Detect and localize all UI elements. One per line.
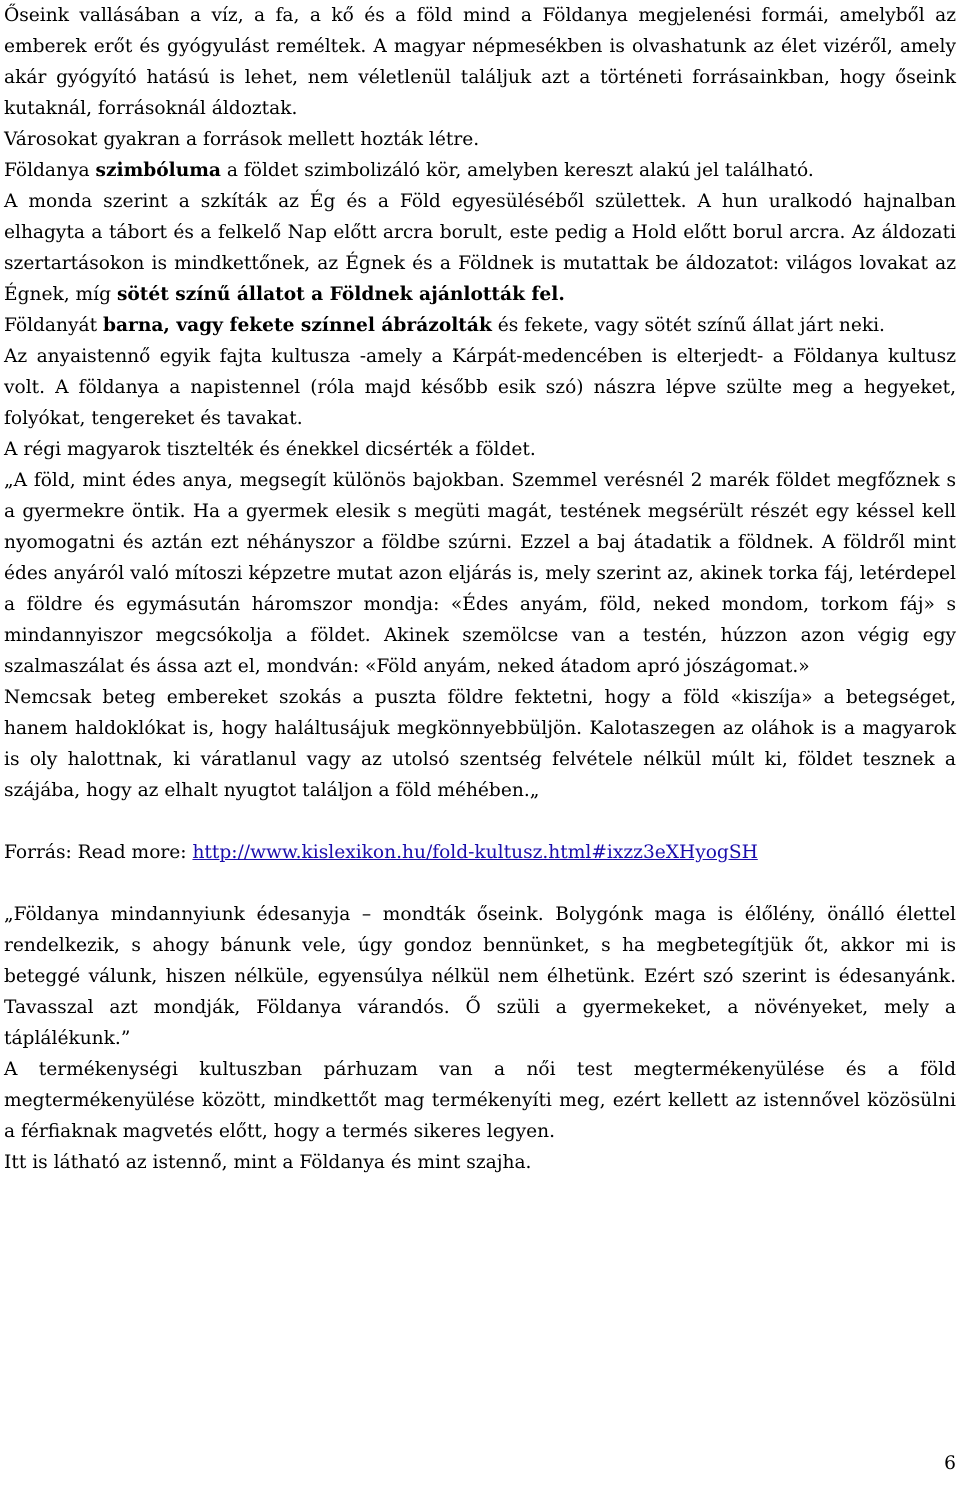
page-number: 6 xyxy=(944,1453,956,1474)
paragraph-text: Földanyát xyxy=(4,315,103,336)
document-page xyxy=(4,0,956,1178)
blank-line xyxy=(4,868,956,899)
paragraph-text: a földet szimbolizáló kör, amelyben kereszt alakú jel található. xyxy=(220,160,814,181)
paragraph-text: „A föld, mint édes anya, megsegít különös bajokban. Szemmel verésnél 2 marék földet megfőznek s a gyermekre öntik. Ha a gyermek elesik s megüti magát, testének megsérült részét egy késsel kell nyomogatni és aztán ezt néhányszor a földbe szúrni. Ezzel a baj átadatik a földnek. A földről mint édes anyáról való mítoszi képzetre mutat azon eljárás is, mely szerint az, akinek torka fáj, letérdepel a földre és egymásután háromszor mondja: «Édes anyám, föld, neked mondom, torkom fáj» s mindannyiszor megcsókolja a földet. Akinek szemölcse van a testén, húzzon azon végig egy szalmaszálat és ássa azt el, mondván: «Föld anyám, neked átadom apró jószágomat.» xyxy=(4,470,956,677)
bold-phrase: szimbóluma xyxy=(95,160,221,181)
paragraph-text: A monda szerint a szkíták az Ég és a Föld egyesüléséből születtek. A hun uralkodó hajnalban elhagyta a tábort és a felkelő Nap előtt arcra borult, este pedig a Hold előtt borul arcra. Az áldozati szertartásokon is mindkettőnek, az Égnek és a Földnek is mutattak be áldozatot: világos lovakat az Égnek, míg xyxy=(4,191,956,305)
paragraph-symbol xyxy=(4,155,956,186)
paragraph-text: A régi magyarok tisztelték és énekkel dicsérték a földet. xyxy=(4,439,536,460)
paragraph-sick-on-ground xyxy=(4,682,956,806)
paragraph-goddess-visible xyxy=(4,1147,956,1178)
source-label: Forrás: Read more: xyxy=(4,842,193,863)
paragraph-cities-springs xyxy=(4,124,956,155)
paragraph-old-hungarians xyxy=(4,434,956,465)
paragraph-fertility-cult xyxy=(4,1054,956,1147)
document-body xyxy=(4,0,956,1178)
bold-phrase: sötét színű állatot a Földnek ajánlották fel. xyxy=(116,284,565,305)
paragraph-mother-of-all xyxy=(4,899,956,1054)
paragraph-color-depiction xyxy=(4,310,956,341)
bold-phrase: barna, vagy fekete színnel ábrázolták xyxy=(102,315,492,336)
source-link[interactable]: http://www.kislexikon.hu/fold-kultusz.html#ixzz3eXHyogSH xyxy=(192,842,758,863)
paragraph-text: Az anyaistennő egyik fajta kultusza -amely a Kárpát-medencében is elterjedt- a Földanya kultusz volt. A földanya a napistennel (róla majd később esik szó) nászra lépve szülte meg a hegyeket, folyókat, tengereket és tavakat. xyxy=(4,346,956,429)
paragraph-legend-scythians xyxy=(4,186,956,310)
paragraph-text: Nemcsak beteg embereket szokás a puszta földre fektetni, hogy a föld «kiszíja» a betegséget, hanem haldoklókat is, hogy haláltusájuk megkönnyebbüljön. Kalotaszegen az oláhok is a magyarok is oly halottnak, ki váratlanul vagy az utolsó szentség felvétele nélkül múlt ki, földet tesznek a szájába, hogy az elhalt nyugtot találjon a föld méhében.„ xyxy=(4,687,956,801)
paragraph-text: „Földanya mindannyiunk édesanyja – mondták őseink. Bolygónk maga is élőlény, önálló élettel rendelkezik, s ahogy bánunk vele, úgy gondoz bennünket, s ha megbetegítjük őt, akkor mi is beteggé válunk, hiszen nélküle, egyensúlya nélkül nem élhetünk. Ezért szó szerint is édesanyánk. Tavasszal azt mondják, Földanya várandós. Ő szüli a gyermekeket, a növényeket, mely a táplálékunk.” xyxy=(4,904,956,1049)
source-line xyxy=(4,837,956,868)
paragraph-text: Városokat gyakran a források mellett hozták létre. xyxy=(4,129,480,150)
paragraph-folk-remedies xyxy=(4,465,956,682)
paragraph-text: A termékenységi kultuszban párhuzam van a női test megtermékenyülése és a föld megtermékenyülése között, mindkettőt mag termékenyíti meg, ezért kellett az istennővel közösülni a férfiaknak magvetés előtt, hogy a termés sikeres legyen. xyxy=(4,1059,956,1142)
blank-line xyxy=(4,806,956,837)
paragraph-water-tree-stone-earth xyxy=(4,0,956,124)
paragraph-text: Őseink vallásában a víz, a fa, a kő és a föld mind a Földanya megjelenési formái, amelyből az emberek erőt és gyógyulást reméltek. A magyar népmesékben is olvashatunk az élet vizéről, amely akár gyógyító hatású is lehet, nem véletlenül találjuk azt a történeti forrásainkban, hogy őseink kutaknál, forrásoknál áldoztak. xyxy=(4,5,956,119)
paragraph-text: Itt is látható az istennő, mint a Földanya és mint szajha. xyxy=(4,1152,532,1173)
paragraph-text: Földanya xyxy=(4,160,96,181)
paragraph-mother-goddess-cult xyxy=(4,341,956,434)
paragraph-text: és fekete, vagy sötét színű állat járt neki. xyxy=(491,315,885,336)
